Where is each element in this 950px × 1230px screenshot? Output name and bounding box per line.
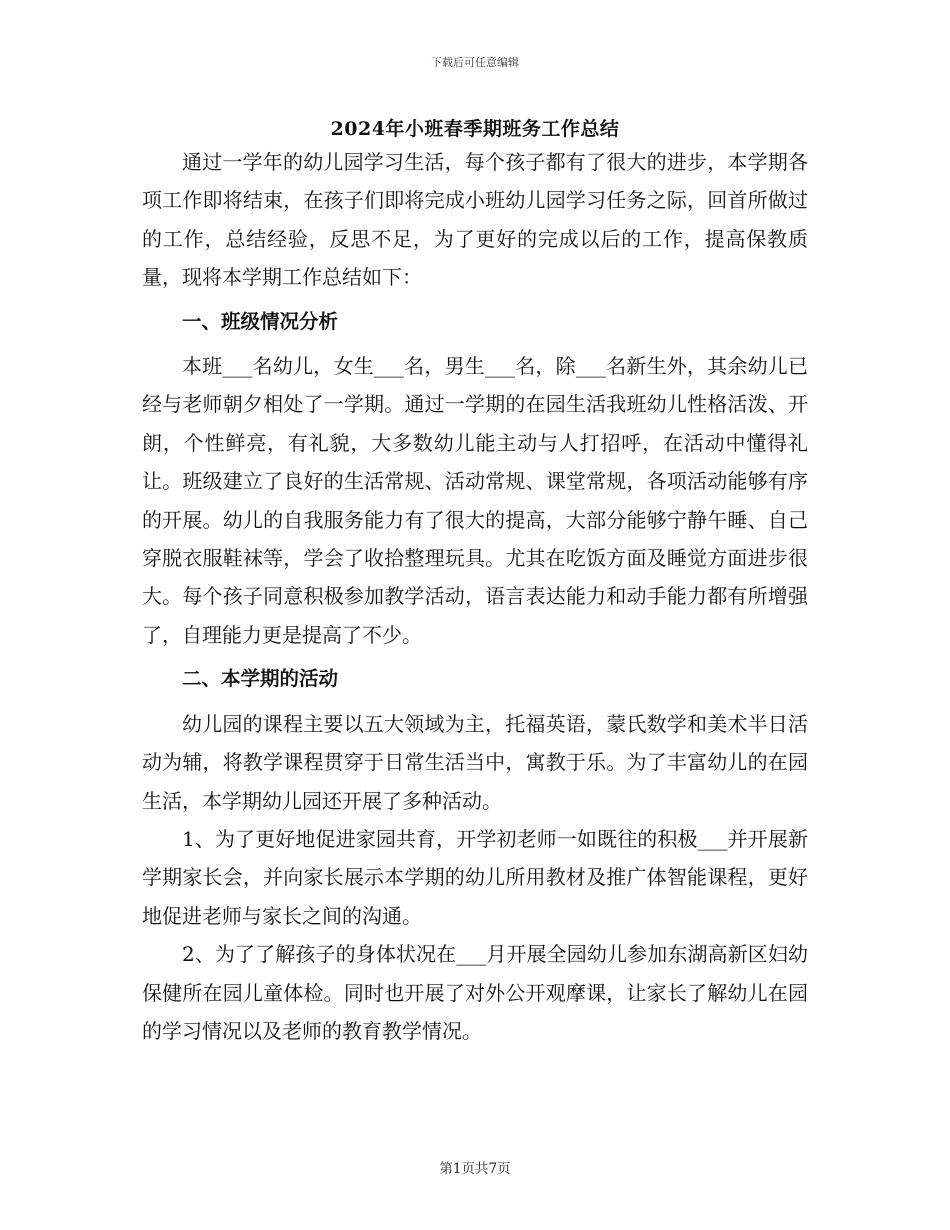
document-body	[142, 143, 808, 1050]
section-2-paragraph-3: 2、为了了解孩子的身体状况在___月开展全园幼儿参加东湖高新区妇幼保健所在园儿童体检。同时也开展了对外公开观摩课，让家长了解幼儿在园的学习情况以及老师的教育教学情况。	[142, 942, 808, 1043]
page-header: 下载后可任意编辑	[431, 56, 519, 69]
section-2-paragraph-1: 幼儿园的课程主要以五大领域为主，托福英语，蒙氏数学和美术半日活动为辅，将教学课程贯穿于日常生活当中，寓教于乐。为了丰富幼儿的在园生活，本学期幼儿园还开展了多种活动。	[142, 711, 808, 813]
section-heading-1: 一、班级情况分析	[181, 309, 338, 333]
section-2-paragraph-2: 1、为了更好地促进家园共育，开学初老师一如既往的积极___并开展新学期家长会，并向家长展示本学期的幼儿所用教材及推广体智能课程，更好地促进老师与家长之间的沟通。	[142, 826, 808, 928]
section-1-paragraph: 本班___名幼儿，女生___名，男生___名，除___名新生外，其余幼儿已经与老师朝夕相处了一学期。通过一学期的在园生活我班幼儿性格活泼、开朗，个性鲜亮，有礼貌，大多数幼儿能主动与人打招呼，在活动中懂得礼让。班级建立了良好的生活常规、活动常规、课堂常规，各项活动能够有序的开展。幼儿的自我服务能力有了很大的提高，大部分能够宁静午睡、自己穿脱衣服鞋袜等，学会了收拾整理玩具。尤其在吃饭方面及睡觉方面进步很大。每个孩子同意积极参加教学活动，语言表达能力和动手能力都有所增强了，自理能力更是提高了不少。	[142, 354, 808, 647]
document-title: 2024年小班春季期班务工作总结	[330, 118, 620, 140]
intro-paragraph: 通过一学年的幼儿园学习生活，每个孩子都有了很大的进步，本学期各项工作即将结束，在孩子们即将完成小班幼儿园学习任务之际，回首所做过的工作，总结经验，反思不足，为了更好的完成以后的工作，提高保教质量，现将本学期工作总结如下：	[142, 150, 808, 290]
page-number: 第1页共7页	[439, 1161, 511, 1177]
section-heading-2: 二、本学期的活动	[181, 667, 338, 691]
